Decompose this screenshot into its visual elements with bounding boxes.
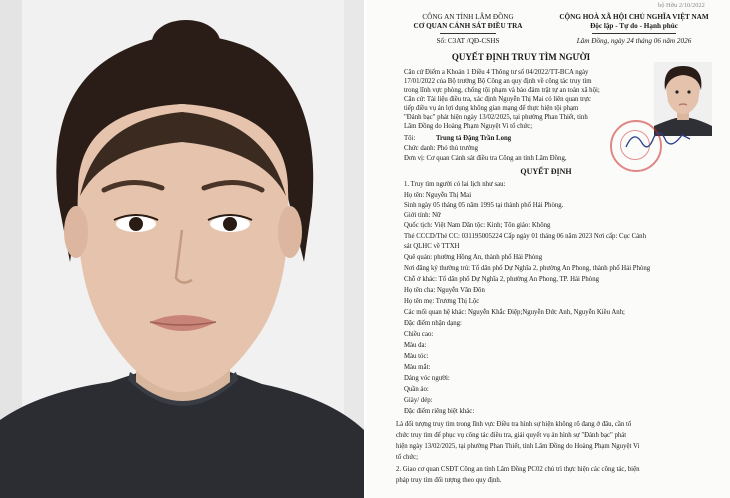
field-father: Họ tên cha: Nguyễn Văn Đôn <box>404 287 485 294</box>
wanted-notice-document <box>366 0 730 498</box>
suspect-portrait-photo <box>0 0 364 498</box>
field-build: Dáng vóc người: <box>404 375 450 382</box>
intro-line-4: Căn cứ: Tài liệu điều tra, xác định Nguyễn Thị Mai có liên quan trực <box>404 96 591 103</box>
agency-line-2: CƠ QUAN CẢNH SÁT ĐIỀU TRA <box>413 22 523 30</box>
paragraph-line-1: Là đối tượng truy tìm trong lĩnh vực Điều tra hình sự hiện không rõ đang ở đâu, cần tổ <box>396 421 632 428</box>
decision-item-1: 1. Truy tìm người có lai lịch như sau: <box>404 181 506 188</box>
field-gender: Giới tính: Nữ <box>404 212 441 219</box>
signer-title: Chức danh: Phó thủ trưởng <box>404 145 479 152</box>
field-other-residence: Chỗ ở khác: Tổ dân phố Dự Nghĩa 2, phường An Phong, TP. Hải Phòng <box>404 276 599 283</box>
paragraph-line-3: hiện ngày 13/02/2025, tại phường Phan Thiết, tỉnh Lâm Đồng do Hoàng Phạm Nguyệt Vi <box>396 443 640 450</box>
field-nationality: Quốc tịch: Việt Nam Dân tộc: Kinh; Tôn giáo: Không <box>404 222 551 229</box>
field-name: Họ tên: Nguyễn Thị Mai <box>404 192 472 199</box>
agency-line-1: CÔNG AN TỈNH LÂM ĐỒNG <box>422 13 514 21</box>
document-date: Lâm Đồng, ngày 24 tháng 06 năm 2026 <box>576 37 692 45</box>
signer-unit: Đơn vị: Cơ quan Cảnh sát điều tra Công an tỉnh Lâm Đồng, <box>404 155 567 162</box>
decision-heading: QUYẾT ĐỊNH <box>520 167 572 176</box>
paragraph-line-2: chức truy tìm để phục vụ công tác điều tra, giải quyết vụ án hình sự "Đánh bạc" phát <box>396 432 627 439</box>
intro-line-5: tiếp điều vụ án lợi dụng không gian mạng để thực hiện tội phạm <box>404 105 579 112</box>
field-distinguishing-marks: Đặc điểm riêng biệt khác: <box>404 408 475 415</box>
field-id-card: Thẻ CCCD/Thẻ CC: 031195005224 Cấp ngày 01 tháng 06 năm 2023 Nơi cấp: Cục Cảnh <box>404 233 646 240</box>
paragraph-line-4: tổ chức; <box>396 454 418 461</box>
field-other-relations: Các mối quan hệ khác: Nguyễn Khắc Điệp;Nguyễn Đức Anh, Nguyễn Kiều Anh; <box>404 309 625 316</box>
field-footwear: Giày/ dép: <box>404 397 433 404</box>
intro-line-7: Lâm Đồng do Hoàng Phạm Nguyệt Vi tổ chức; <box>404 123 533 130</box>
field-hometown: Quê quán: phường Hồng An, thành phố Hải Phòng <box>404 254 543 261</box>
field-permanent-address: Nơi đăng ký thường trú: Tổ dân phố Dự Nghĩa 2, phường An Phong, thành phố Hải Phòng <box>404 265 651 272</box>
field-mother: Họ tên mẹ: Trương Thị Lộc <box>404 298 480 305</box>
field-height: Chiều cao: <box>404 331 434 338</box>
paragraph-line-5: 2. Giao cơ quan CSĐT Công an tỉnh Lâm Đồng PC02 chủ trì thực hiện các công tác, biện <box>396 466 640 473</box>
field-identification: Đặc điểm nhận dạng: <box>404 320 462 327</box>
decision-number: Số: C3AT /QĐ-CSHS <box>436 37 500 45</box>
intro-line-6: "Đánh bạc" phát hiện ngày 13/02/2025, tại phường Phan Thiết, tỉnh <box>404 114 588 121</box>
intro-line-3: trong lĩnh vực phòng, chống tội phạm và bảo đảm trật tự an toàn xã hội; <box>404 87 600 94</box>
paragraph-line-6: pháp truy tìm đối tượng theo quy định. <box>396 477 502 484</box>
document-title: QUYẾT ĐỊNH TRUY TÌM NGƯỜI <box>451 52 591 62</box>
signer-name: Trung tá Đặng Trần Long <box>436 135 512 142</box>
field-id-issuer: sát QLHC về TTXH <box>404 243 460 250</box>
top-right-note: bộ Hữu 2/10/2022 <box>658 2 705 9</box>
field-eye-color: Màu mắt: <box>404 364 431 371</box>
intro-line-1: Căn cứ Điểm a Khoản 1 Điều 4 Thông tư số 04/2022/TT-BCA ngày <box>404 69 589 76</box>
field-hair-color: Màu tóc: <box>404 353 429 360</box>
intro-line-2: 17/01/2022 của Bộ trưởng Bộ Công an quy định về công tác truy tìm <box>404 78 592 85</box>
field-birth: Sinh ngày 05 tháng 05 năm 1995 tại thành phố Hải Phòng. <box>404 202 564 209</box>
field-clothing: Quần áo: <box>404 386 429 393</box>
republic-line-2: Độc lập - Tự do - Hạnh phúc <box>590 22 678 30</box>
republic-line-1: CỘNG HOÀ XÃ HỘI CHỦ NGHĨA VIỆT NAM <box>559 13 709 21</box>
republic-underline <box>592 33 676 34</box>
agency-underline <box>440 33 496 34</box>
portrait-illustration <box>0 0 364 498</box>
signer-label: Tôi: <box>404 135 416 142</box>
field-skin-color: Màu da: <box>404 342 427 349</box>
